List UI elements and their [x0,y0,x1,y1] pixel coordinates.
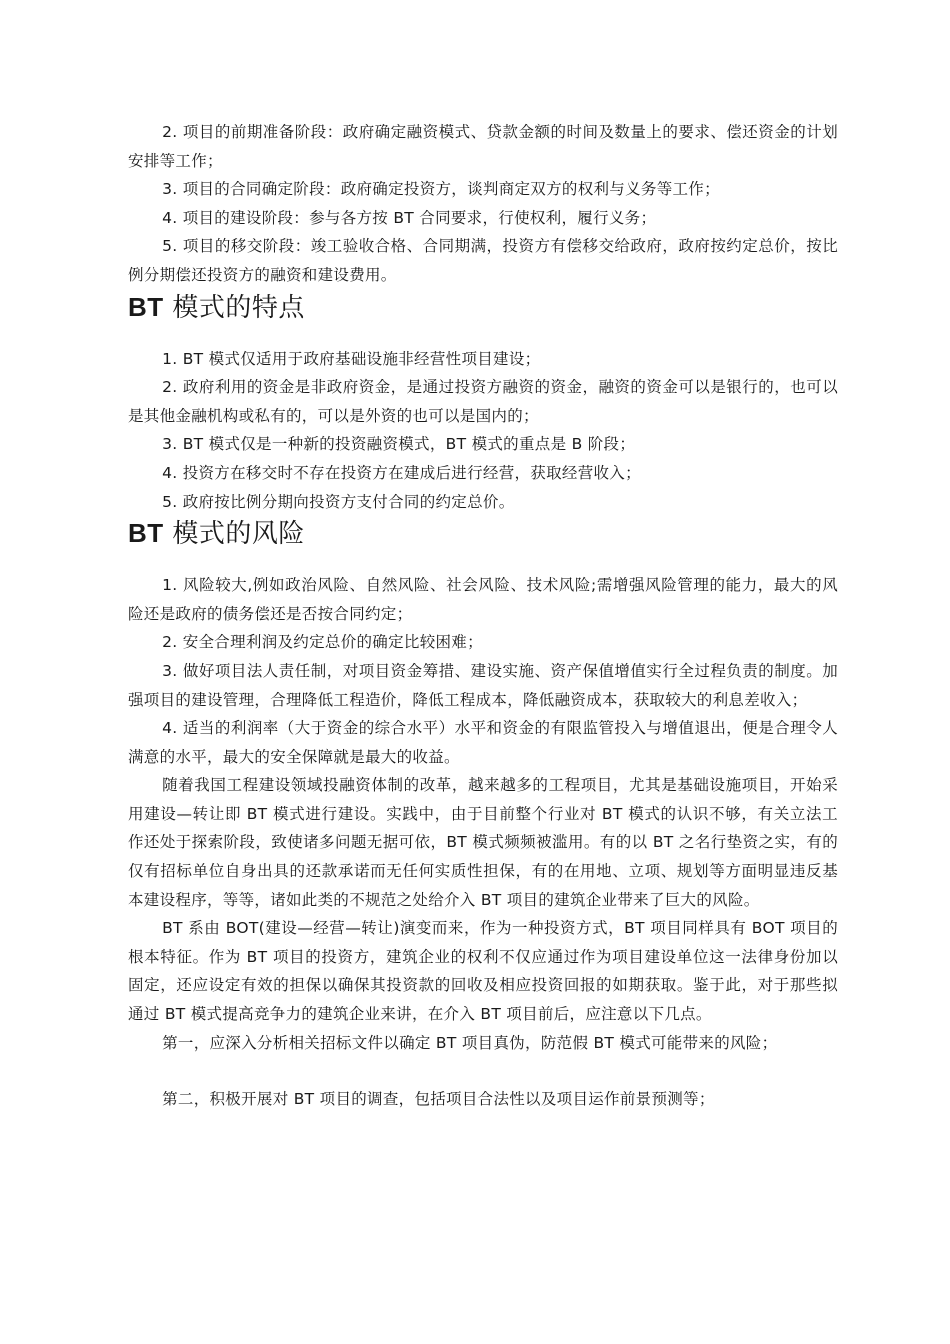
risks-item-3: 3. 做好项目法人责任制，对项目资金筹措、建设实施、资产保值增值实行全过程负责的制度。加强项目的建设管理，合理降低工程造价，降低工程成本，降低融资成本，获取较大的利息差收入； [128,661,838,709]
risks-paragraph-bot: BT 系由 BOT(建设—经营—转让)演变而来，作为一种投资方式，BT 项目同样具有 BOT 项目的根本特征。作为 BT 项目的投资方，建筑企业的权利不仅应通过作为项目建设单位这一法律身份加以固定，还应设定有效的担保以确保其投资款的回收及相应投资回报的如期获取。鉴于此，对于那些拟通过 BT 模式提高竞争力的建筑企业来讲，在介入 BT 项目前后，应注意以下几点。 [128,919,838,1024]
features-heading-text: 模式的特点 [163,292,305,323]
features-item-3: 3. BT 模式仅是一种新的投资融资模式，BT 模式的重点是 B 阶段； [162,435,636,454]
features-heading [128,290,838,325]
intro-item-5: 5. 项目的移交阶段：竣工验收合格、合同期满，投资方有偿移交给政府，政府按约定总价，按比例分期偿还投资方的融资和建设费用。 [128,237,838,284]
document-page [128,118,838,1114]
risks-point-first: 第一，应深入分析相关招标文件以确定 BT 项目真伪，防范假 BT 模式可能带来的风险； [162,1033,778,1052]
intro-item-2: 2. 项目的前期准备阶段：政府确定融资模式、贷款金额的时间及数量上的要求、偿还资金的计划安排等工作； [128,123,838,170]
risks-heading [128,516,838,551]
features-item-4: 4. 投资方在移交时不存在投资方在建成后进行经营，获取经营收入； [162,463,641,482]
risks-heading-text: 模式的风险 [163,519,305,550]
features-item-1: 1. BT 模式仅适用于政府基础设施非经营性项目建设； [162,349,541,368]
risks-point-second: 第二，积极开展对 BT 项目的调查，包括项目合法性以及项目运作前景预测等； [162,1090,715,1109]
intro-item-3: 3. 项目的合同确定阶段：政府确定投资方，谈判商定双方的权利与义务等工作； [162,180,720,199]
features-heading-bt: BT [128,291,164,322]
risks-item-4: 4. 适当的利润率（大于资金的综合水平）水平和资金的有限监管投入与增值退出，便是合理令人满意的水平，最大的安全保障就是最大的收益。 [128,719,838,766]
risks-heading-bt: BT [128,518,164,549]
risks-paragraph-reform: 随着我国工程建设领域投融资体制的改革，越来越多的工程项目，尤其是基础设施项目，开始采用建设—转让即 BT 模式进行建设。实践中，由于目前整个行业对 BT 模式的认识不够，有关立法工作还处于探索阶段，致使诸多问题无据可依，BT 模式频频被滥用。有的以 BT 之名行垫资之实，有的仅有招标单位自身出具的还款承诺而无任何实质性担保，有的在用地、立项、规划等方面明显违反基本建设程序，等等，诸如此类的不规范之处给介入 BT 项目的建筑企业带来了巨大的风险。 [128,776,838,909]
features-item-5: 5. 政府按比例分期向投资方支付合同的约定总价。 [162,492,515,511]
features-item-2: 2. 政府利用的资金是非政府资金，是通过投资方融资的资金，融资的资金可以是银行的，也可以是其他金融机构或私有的，可以是外资的也可以是国内的； [128,378,838,425]
risks-item-1: 1. 风险较大,例如政治风险、自然风险、社会风险、技术风险;需增强风险管理的能力，最大的风险还是政府的债务偿还是否按合同约定； [128,576,838,623]
intro-item-4: 4. 项目的建设阶段：参与各方按 BT 合同要求，行使权利，履行义务； [162,208,657,227]
risks-item-2: 2. 安全合理利润及约定总价的确定比较困难； [162,633,483,652]
